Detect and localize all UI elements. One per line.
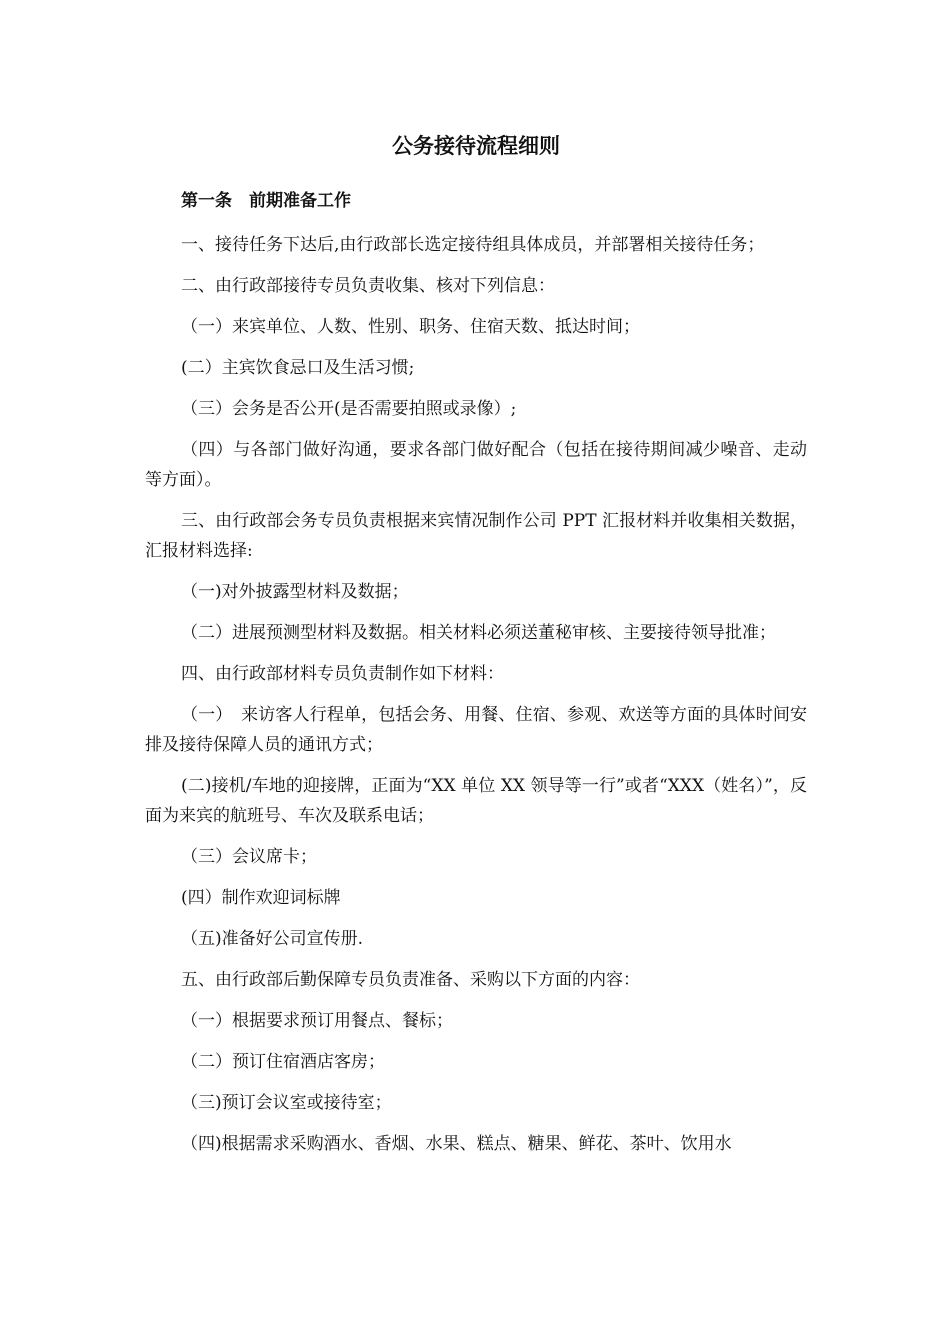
list-item-5-3: （三)预订会议室或接待室； [181,1093,392,1113]
list-item-2-4: （四）与各部门做好沟通，要求各部门做好配合（包括在接待期间减少噪音、走动等方面）。 [145,440,807,490]
list-item-2-1: （一）来宾单位、人数、性别、职务、住宿天数、抵达时间； [181,317,640,337]
list-item-4-1: （一） 来访客人行程单，包括会务、用餐、住宿、参观、欢送等方面的具体时间安排及接待保障人员的通讯方式； [145,705,807,755]
list-item-3-1: （一)对外披露型材料及数据； [181,582,409,602]
list-item-4-5: （五)准备好公司宣传册. [181,929,364,949]
list-item-2-3: （三）会务是否公开(是否需要拍照或录像）; [181,399,517,419]
list-item-5-1: （一）根据要求预订用餐点、餐标； [181,1011,453,1031]
list-item-5-4: （四)根据需求采购酒水、香烟、水果、糕点、糖果、鲜花、茶叶、饮用水 [181,1134,732,1154]
list-item-4-3: （三）会议席卡； [181,847,317,867]
paragraph-3: 三、由行政部会务专员负责根据来宾情况制作公司 PPT 汇报材料并收集相关数据，汇报材料选择: [145,511,807,561]
list-item-5-2: （二）预订住宿酒店客房； [181,1052,385,1072]
paragraph-4: 四、由行政部材料专员负责制作如下材料： [181,664,504,684]
list-item-4-2: (二)接机/车地的迎接牌，正面为“XX 单位 XX 领导等一行”或者“XXX（姓名）”，反面为来宾的航班号、车次及联系电话； [145,776,807,826]
paragraph-1: 一、接待任务下达后,由行政部长选定接待组具体成员，并部署相关接待任务； [181,235,765,255]
paragraph-2: 二、由行政部接待专员负责收集、核对下列信息： [181,276,555,296]
paragraph-5: 五、由行政部后勤保障专员负责准备、采购以下方面的内容： [181,970,640,990]
list-item-2-2: (二）主宾饮食忌口及生活习惯; [181,358,415,378]
document-title: 公务接待流程细则 [392,133,560,158]
article-heading: 第一条 前期准备工作 [181,191,351,211]
document-content [145,128,807,1170]
list-item-3-2: （二）进展预测型材料及数据。相关材料必须送董秘审核、主要接待领导批准； [181,623,776,643]
list-item-4-4: (四）制作欢迎词标牌 [181,888,341,908]
